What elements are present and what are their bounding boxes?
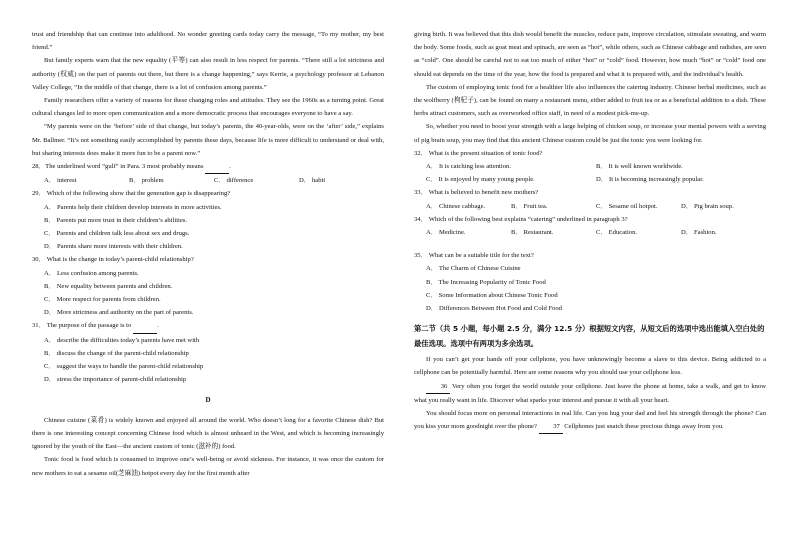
option-c[interactable]: C． suggest the ways to handle the parent-child relationship <box>44 363 204 371</box>
option-a[interactable]: A． describe the difficulties today’s parents have met with <box>44 336 200 344</box>
option-a[interactable]: A． Chinese cabbage. <box>426 202 486 210</box>
passage-d-paragraph: Tonic food is food which is consumed to improve one’s well-being or avoid sickness. For instance, it was once the custom for new mothers to eat a sesame oil(芝麻油) hotpot every day for the first month after <box>32 456 384 477</box>
option-a[interactable]: A． The Charm of Chinese Cuisine <box>426 265 521 273</box>
option-a[interactable]: A． Parents help their children develop interests in more activities. <box>44 203 222 211</box>
option-d[interactable]: D． It is becoming increasingly popular. <box>596 176 704 184</box>
option-c[interactable]: C． Some Information about Chinese Tonic Food <box>426 291 558 299</box>
question-stem: 30． What is the change in today’s parent-child relationship? <box>32 256 194 264</box>
passage-c-paragraph: But family experts warn that the new equality (平等) can also result in less respect for parents. “There still a lot strictness and authority (权威) on the part of parents out there, but there is a change happening,” says Kerrie, a psychology professor at Lebanon Valley College, “In the middle of that change, there is a lot of confusion among parents.” <box>32 57 384 91</box>
question-stem: 32． What is the present situation of tonic food? <box>414 149 543 157</box>
question-34 <box>414 213 766 239</box>
cloze-intro: If you can’t get your hands off your cellphone, you have unknowingly become a slave to this device. Being addicted to a cellphone can be potentially harmful. Here are some reasons why you should use your cellphone less. <box>414 356 766 377</box>
passage-d-paragraph: Chinese cuisine (菜肴) is widely known and enjoyed all around the world. Who doesn’t long for a favorite Chinese dish? But there is one interesting concept concerning Chinese food which is almost unheard in the West, and which is becoming increasingly ignored by the youth of the East—the ancient custom of tonic (滋补的) food. <box>32 416 384 451</box>
option-a[interactable]: A． Medicine. <box>426 229 466 237</box>
passage-d-heading: D <box>205 396 211 405</box>
option-d[interactable]: D． habit <box>299 177 326 185</box>
option-b[interactable]: B． Fruit tea. <box>511 202 548 210</box>
right-column <box>414 28 766 434</box>
passage-d-paragraph: giving birth. It was believed that this dish would benefit the muscles, reduce pain, improve circulation, stimulate sweating, and warm the body. Some foods, such as goat meat and spinach, are seen as “hot”, while others, such as Chinese cabbage and radishes, are seen as “cold”. One should be careful not to eat too much of either “hot” or “cold” food. However, how much “hot” or “cold” food one should eat depends on the time of the year, how the food is prepared and what it is prepared with, and the individual’s health. <box>414 31 766 78</box>
passage-c-paragraph: “My parents were on the ‘before’ side of that change, but today’s parents, the 40-year-olds, were on the ‘after’ side,” explains Mr. Ballmer. “It’s not something easily accomplished by parents these days, because life is more difficult to understand or deal with, but sharing interests does make it more fun to be a parent now.” <box>32 123 384 157</box>
question-28: 28．The underlined word “gulf” in Para. 3 most probably means . A． interest B． problem C． difference D． habit <box>32 160 384 187</box>
question-32 <box>414 147 766 187</box>
option-b[interactable]: B． problem <box>129 177 164 185</box>
option-b[interactable]: B． New equality between parents and children. <box>44 282 173 290</box>
question-31: 31． The purpose of the passage is to . A． describe the difficulties today’s parents have met with B． discuss the change of the parent-child relationship C． suggest the ways to handle the parent-child relationship D． stress the importance of parent-child relationship <box>32 319 384 386</box>
question-29 <box>32 187 384 253</box>
left-column <box>32 28 384 480</box>
question-30 <box>32 253 384 319</box>
question-35 <box>414 249 766 315</box>
question-stem: 28．The underlined word “gulf” in Para. 3 most probably means <box>32 163 204 171</box>
option-a[interactable]: A． Less confusion among parents. <box>44 269 139 277</box>
option-d[interactable]: D． Parents share more interests with their children. <box>44 243 183 251</box>
blank-37[interactable]: 37 <box>539 420 563 434</box>
passage-d-paragraph: So, whether you need to boost your strength with a large helping of chicken soup, or increase your mental powers with a serving of pig brain soup, you may find that this ancient Chinese custom could be just the tonic you were looking for. <box>414 123 766 144</box>
options-row <box>32 174 384 187</box>
passage-c-paragraph: Family researchers offer a variety of reasons for these changing roles and attitudes. They see the 1960s as a turning point. Great cultural changes led to more open communication and a more democratic process that encourages everyone to have a say. <box>32 97 384 118</box>
option-c[interactable]: C． More respect for parents from children. <box>44 296 161 304</box>
answer-blank[interactable] <box>205 160 229 174</box>
option-d[interactable]: D． Differences Between Hot Food and Cold Food <box>426 305 562 313</box>
options-row <box>414 200 766 213</box>
option-a[interactable]: A． It is catching less attention. <box>426 163 511 171</box>
option-b[interactable]: B． Parents put more trust in their children’s abilities. <box>44 216 188 224</box>
spacer <box>414 239 766 249</box>
options-row <box>414 226 766 239</box>
question-stem: 34． Which of the following best explains “catering” underlined in paragraph 3? <box>414 215 628 223</box>
option-d[interactable]: D． stress the importance of parent-child relationship <box>44 376 187 384</box>
option-c[interactable]: C． Parents and children talk less about sex and drugs. <box>44 230 190 238</box>
option-d[interactable]: D． More strictness and authority on the part of parents. <box>44 309 194 317</box>
option-c[interactable]: C． difference <box>214 177 254 185</box>
passage-c-paragraph: trust and friendship that can continue into adulthood. No wonder greeting cards today carry the message, “To my mother, my best friend.” <box>32 31 384 52</box>
option-c[interactable]: C． Education. <box>596 229 638 237</box>
question-33 <box>414 186 766 212</box>
option-c[interactable]: C． It is enjoyed by many young people. <box>426 176 535 184</box>
passage-d-paragraph: The custom of employing tonic food for a healthier life also influences the catering industry. Chinese herbal medicines, such as the wolfberry (枸杞子), can be found on many a restaurant menu, either added to fruit tea or as a beneficial addition to a dish. These herbs attract customers, such as overworked office staff, in need of a modest pick-me-up. <box>414 83 766 118</box>
cloze-paragraph-36: 36 Very often you forget the world outside your cellphone. Just leave the phone at home, take a walk, and get to know what you really want in life. Discover what sparks your interest and pursue it with all your heart. <box>414 380 766 407</box>
answer-blank[interactable] <box>133 319 157 333</box>
option-a[interactable]: A． interest <box>44 177 77 185</box>
option-b[interactable]: B． discuss the change of the parent-child relationship <box>44 349 189 357</box>
option-d[interactable]: D． Fashion. <box>681 229 717 237</box>
question-stem: 31． The purpose of the passage is to <box>32 322 132 330</box>
cloze-paragraph-37: You should focus more on personal interactions in real life. Can you hug your dad and feel his strength through the phone? Can you kiss your mom goodnight over the phone? 37 Cellphones just snatch these precious things away from you. <box>414 407 766 434</box>
option-c[interactable]: C． Sesame oil hotpot. <box>596 202 658 210</box>
blank-36[interactable]: 36 <box>426 380 450 394</box>
option-d[interactable]: D． Pig brain soup. <box>681 202 734 210</box>
question-stem: 35． What can be a suitable title for the text? <box>414 252 534 260</box>
option-b[interactable]: B． The Increasing Popularity of Tonic Food <box>426 278 546 286</box>
question-stem: 33． What is believed to benefit new mothers? <box>414 189 539 197</box>
section-title: 第二节（共 5 小题，每小题 2.5 分，满分 12.5 分）根据短文内容，从短文后的选项中选出能填入空白处的最佳选项。选项中有两项为多余选项。 <box>414 324 765 349</box>
options-grid <box>414 160 766 186</box>
question-stem: 29． Which of the following show that the generation gap is disappearing? <box>32 190 231 198</box>
option-b[interactable]: B． Restaurant. <box>511 229 554 237</box>
option-b[interactable]: B． It is well known worldwide. <box>596 163 683 171</box>
